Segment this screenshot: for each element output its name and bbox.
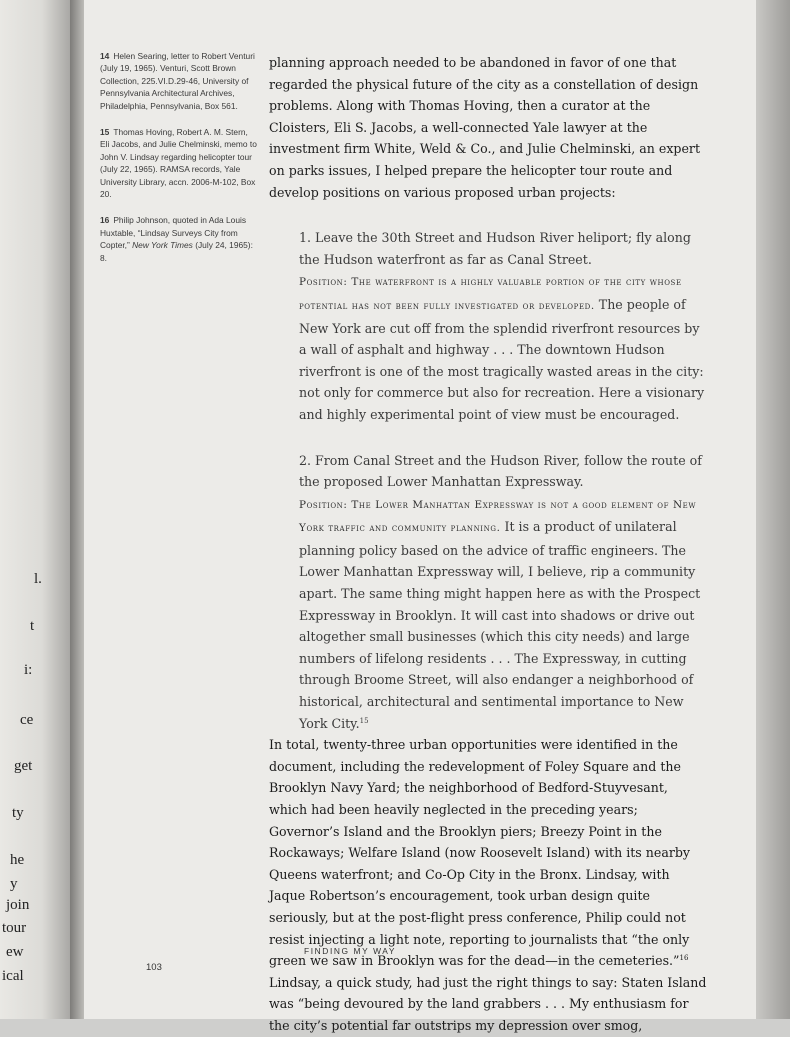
position-statement: Position: The Lower Manhattan Expressway is not a good element of New York traffic and community planning. <box>299 498 697 535</box>
position-statement: Position: The waterfront is a highly valuable portion of the city whose potential has not been fully investigated or developed. <box>299 276 682 312</box>
facing-page-text: l. <box>34 571 42 587</box>
note-reference: 16 <box>679 953 689 962</box>
tour-item-text: The people of New York are cut off from the splendid riverfront resources by a wall of asphalt and highway . . . The downtown Hudson riverfront is one of the most tragically wasted areas in the city: not only for commerce but also for recreation. Here a visionary and highly experimental point of view must be encouraged. <box>299 296 705 422</box>
footnote <box>100 214 258 264</box>
page-number: 103 <box>146 962 162 973</box>
tour-item-text: It is a product of unilateral planning policy based on the advice of traffic engineers. The Lower Manhattan Expressway will, I believe, rip a community apart. The same thing might happen here as with the Prospect Expressway in Brooklyn. It will cast into shadows or drive out altogether small businesses (which this city needs) and large numbers of lifelong residents . . . The Expressway, in cutting through Broome Street, will also endanger a neighborhood of historical, architectural and sentimental importance to New York City. <box>299 519 701 731</box>
footnote-number: 14 <box>100 51 110 61</box>
intro-paragraph: planning approach needed to be abandoned in favor of one that regarded the physical future of the city as a constellation of design problems. Along with Thomas Hoving, then a curator at the Cloisters, Eli S. Jacobs, a well-connected Yale lawyer at the investment firm White, Weld & Co., and Julie Chelminski, an expert on parks issues, I helped prepare the helicopter tour route and develop positions on various proposed urban projects: <box>269 55 701 200</box>
footnote-number: 15 <box>100 127 110 138</box>
facing-page-text: ical <box>2 968 24 984</box>
running-head: FINDING MY WAY <box>304 946 397 956</box>
facing-page-text: ty <box>12 805 24 821</box>
tour-item-heading: 2. From Canal Street and the Hudson River, follow the route of the proposed Lower Manhattan Expressway. <box>299 452 702 490</box>
facing-page-text: i: <box>24 662 33 678</box>
closing-text: In total, twenty-three urban opportunities were identified in the document, including the redevelopment of Foley Square and the Brooklyn Navy Yard; the neighborhood of Bedford-Stuyvesant, which had been heavily neglected in the preceding years; Governor’s Island and the Brooklyn piers; Breezy Point in the Rockaways; Welfare Island (now Roosevelt Island) with its nearby Queens waterfront; and Co-Op City in the Bronx. Lindsay, with Jaque Robertson’s encouragement, took urban design quite seriously, but at the post-flight press conference, Philip could not resist injecting a light note, reporting to journalists that “the only green we saw in Brooklyn was for the dead—in the cemeteries.” <box>269 737 691 969</box>
facing-page-text: ce <box>20 712 34 728</box>
tour-item-2 <box>299 450 709 735</box>
footnotes-column <box>100 50 258 278</box>
tour-item-body <box>299 493 709 735</box>
footnote-text: Philip Johnson, quoted in Ada Louis Huxtable, “Lindsay Surveys City from Copter,” <box>100 215 247 251</box>
tour-item-1 <box>299 227 709 425</box>
footnote <box>100 50 258 112</box>
facing-page-text: ew <box>6 944 24 960</box>
footnote-title: New York Times <box>132 240 193 251</box>
footnote-text: (July 24, 1965): 8. <box>100 240 253 263</box>
closing-paragraph <box>269 734 709 1036</box>
tour-item-body <box>299 270 709 425</box>
facing-page-text: join <box>6 897 30 913</box>
page-edge-shadow <box>756 0 790 1019</box>
facing-page-text: tour <box>2 920 27 936</box>
facing-page-text: y <box>10 876 18 892</box>
facing-page-text: get <box>14 758 33 774</box>
facing-page-text: t <box>30 618 35 634</box>
footnote <box>100 126 258 200</box>
body-text <box>269 52 709 1037</box>
footnote-text: Thomas Hoving, Robert A. M. Stern, Eli Jacobs, and Julie Chelminski, memo to John V. Lindsay regarding helicopter tour (July 22, 1965). RAMSA records, Yale University Library, accn. 2006-M-102, Box 20. <box>100 127 257 200</box>
book-gutter <box>70 0 84 1019</box>
footnote-number: 16 <box>100 215 110 226</box>
footnote-text: Helen Searing, letter to Robert Venturi (July 19, 1965). Venturi, Scott Brown Collection, 225.VI.D.29-46, University of Pennsylvania Architectural Archives, Philadelphia, Pennsylvania, Box 561. <box>100 51 255 111</box>
tour-item-heading: 1. Leave the 30th Street and Hudson River heliport; fly along the Hudson waterfront as far as Canal Street. <box>299 230 691 267</box>
note-reference: 15 <box>359 716 369 725</box>
closing-text: Lindsay, a quick study, had just the right things to say: Staten Island was “being devoured by the land grabbers . . . My enthusiasm for the city’s potential far outstrips my depression over smog, <box>269 974 707 1033</box>
facing-page-text: he <box>10 852 25 868</box>
facing-page <box>0 0 70 1019</box>
book-page <box>84 0 756 1033</box>
